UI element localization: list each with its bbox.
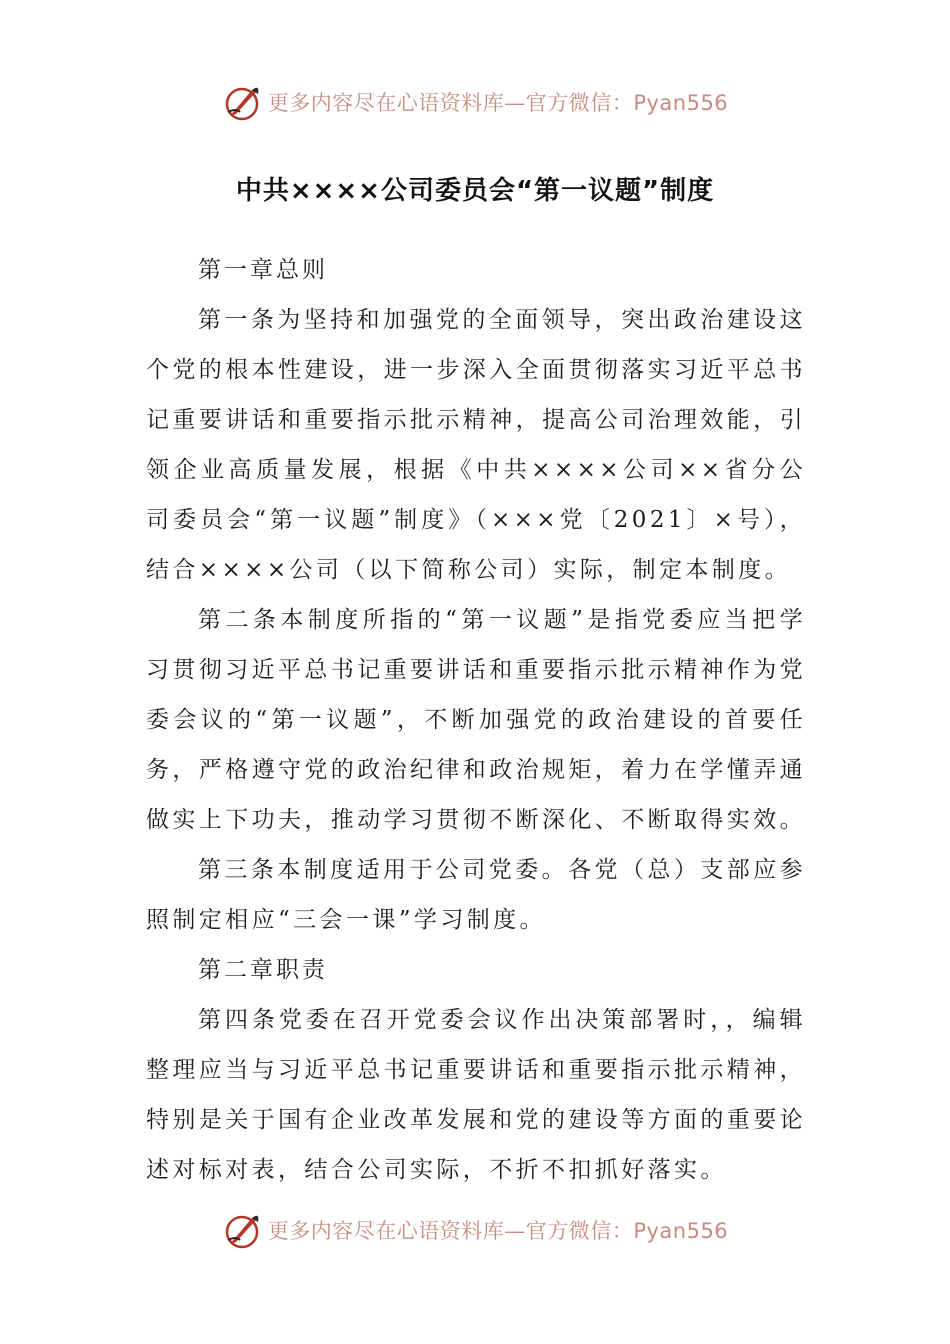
article-2: 第二条本制度所指的“第一议题”是指党委应当把学习贯彻习近平总书记重要讲话和重要指示批示精神作为党委会议的“第一议题”，不断加强党的政治建设的首要任务，严格遵守党的政治纪律和政治规矩，着力在学懂弄通做实上下功夫，推动学习贯彻不断深化、不断取得实效。 bbox=[146, 607, 806, 833]
chapter-heading-duties: 第二章职责 bbox=[198, 957, 328, 983]
banner-text bbox=[268, 87, 728, 117]
quill-pen-logo-icon bbox=[222, 82, 262, 122]
banner-slogan: 更多内容尽在心语资料库—官方微信： bbox=[267, 1219, 634, 1243]
footer-watermark-banner bbox=[0, 1208, 950, 1252]
article-3: 第三条本制度适用于公司党委。各党（总）支部应参照制定相应“三会一课”学习制度。 bbox=[146, 857, 806, 933]
banner-wechat-id: Pyan556 bbox=[633, 91, 729, 115]
banner-slogan: 更多内容尽在心语资料库—官方微信： bbox=[267, 91, 634, 115]
header-watermark-banner bbox=[0, 80, 950, 124]
document-title: 中共××××公司委员会“第一议题”制度 bbox=[235, 176, 715, 206]
banner-text bbox=[268, 1215, 728, 1245]
article-1: 第一条为坚持和加强党的全面领导，突出政治建设这个党的根本性建设，进一步深入全面贯彻落实习近平总书记重要讲话和重要指示批示精神，提高公司治理效能，引领企业高质量发展，根据《中共××××公司××省分公司委员会“第一议题”制度》（×××党〔2021〕×号），结合××××公司（以下简称公司）实际，制定本制度。 bbox=[146, 307, 806, 583]
chapter-heading-general: 第一章总则 bbox=[198, 257, 328, 283]
quill-pen-logo-icon bbox=[222, 1210, 262, 1250]
article-4: 第四条党委在召开党委会议作出决策部署时，，编辑整理应当与习近平总书记重要讲话和重要指示批示精神，特别是关于国有企业改革发展和党的建设等方面的重要论述对标对表，结合公司实际，不折不扣抓好落实。 bbox=[146, 1007, 806, 1183]
banner-wechat-id: Pyan556 bbox=[633, 1219, 729, 1243]
document-body bbox=[146, 245, 806, 1195]
